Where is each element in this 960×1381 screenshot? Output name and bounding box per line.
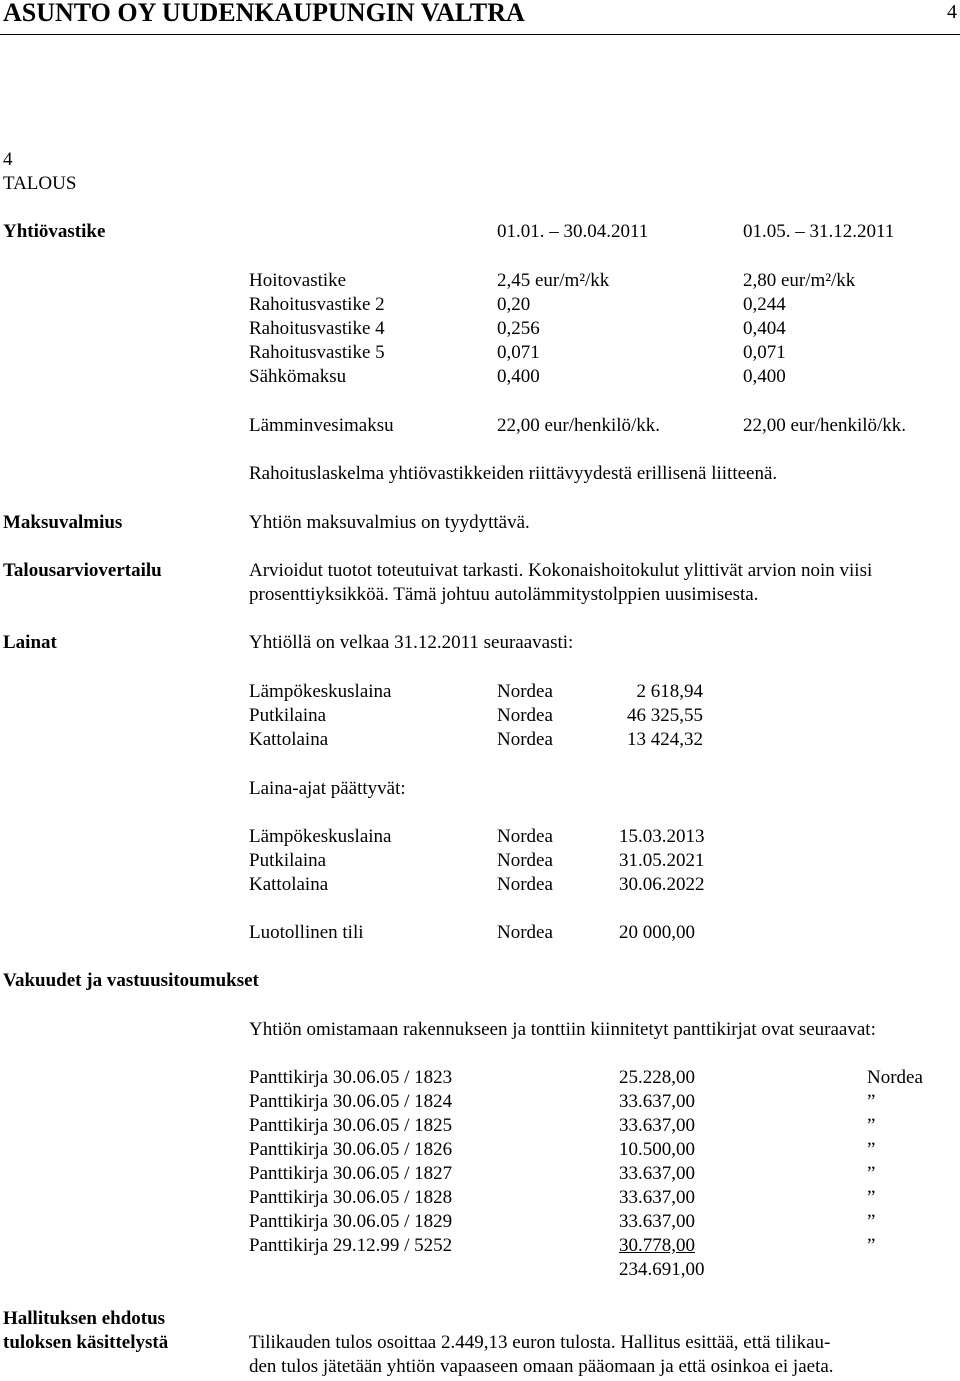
vastike-row-value-2: 0,244 xyxy=(743,294,786,315)
vastike-row-value-2: 0,404 xyxy=(743,318,786,339)
vakuudet-label: Vakuudet ja vastuusitoumukset xyxy=(3,970,259,991)
loan-name: Putkilaina xyxy=(249,705,327,726)
section-title: TALOUS xyxy=(3,173,77,194)
loan-end-name: Lämpökeskuslaina xyxy=(249,826,392,847)
loan-name: Kattolaina xyxy=(249,729,329,750)
vastike-row-value-1: 0,256 xyxy=(497,318,540,339)
lamminvesi-value-2: 22,00 eur/henkilö/kk. xyxy=(743,415,907,436)
loan-end-date: 30.06.2022 xyxy=(619,874,705,895)
loan-bank: Nordea xyxy=(497,729,553,750)
panttikirja-name: Panttikirja 30.06.05 / 1829 xyxy=(249,1211,453,1232)
panttikirja-amount: 33.637,00 xyxy=(619,1091,695,1112)
document-header-title: ASUNTO OY UUDENKAUPUNGIN VALTRA xyxy=(3,0,525,27)
maksuvalmius-label: Maksuvalmius xyxy=(3,512,123,533)
panttikirja-amount: 33.637,00 xyxy=(619,1211,695,1232)
credit-account-bank: Nordea xyxy=(497,922,553,943)
header-rule xyxy=(0,34,960,35)
vastike-row-name: Rahoitusvastike 5 xyxy=(249,342,385,363)
loan-amount: 46 325,55 xyxy=(627,705,703,726)
panttikirja-amount: 33.637,00 xyxy=(619,1187,695,1208)
period-2-header: 01.05. – 31.12.2011 xyxy=(743,221,895,242)
panttikirja-holder: ” xyxy=(867,1211,876,1232)
vastike-row-value-1: 2,45 eur/m²/kk xyxy=(497,270,610,291)
panttikirja-holder: ” xyxy=(867,1163,876,1184)
loan-end-bank: Nordea xyxy=(497,874,553,895)
loan-end-label: Laina-ajat päättyvät: xyxy=(249,778,406,799)
vastike-row-name: Hoitovastike xyxy=(249,270,347,291)
vastike-row-value-2: 0,400 xyxy=(743,366,786,387)
period-1-header: 01.01. – 30.04.2011 xyxy=(497,221,649,242)
hallitus-label-line2: tuloksen käsittelystä xyxy=(3,1332,169,1353)
lainat-label: Lainat xyxy=(3,632,57,653)
panttikirja-name: Panttikirja 30.06.05 / 1825 xyxy=(249,1115,453,1136)
panttikirja-name: Panttikirja 29.12.99 / 5252 xyxy=(249,1235,453,1256)
talousarvio-label: Talousarviovertailu xyxy=(3,560,162,581)
panttikirja-holder: ” xyxy=(867,1187,876,1208)
credit-account-name: Luotollinen tili xyxy=(249,922,364,943)
vakuudet-intro: Yhtiön omistamaan rakennukseen ja tonttiin kiinnitetyt panttikirjat ovat seuraavat: xyxy=(249,1019,876,1040)
lamminvesi-value-1: 22,00 eur/henkilö/kk. xyxy=(497,415,661,436)
loan-end-name: Kattolaina xyxy=(249,874,329,895)
panttikirja-amount: 10.500,00 xyxy=(619,1139,695,1160)
panttikirja-name: Panttikirja 30.06.05 / 1826 xyxy=(249,1139,453,1160)
panttikirja-name: Panttikirja 30.06.05 / 1824 xyxy=(249,1091,453,1112)
loan-end-date: 31.05.2021 xyxy=(619,850,705,871)
vastike-row-value-1: 0,071 xyxy=(497,342,540,363)
loan-bank: Nordea xyxy=(497,681,553,702)
vastike-row-value-2: 2,80 eur/m²/kk xyxy=(743,270,856,291)
vastike-row-name: Rahoitusvastike 4 xyxy=(249,318,385,339)
loan-end-bank: Nordea xyxy=(497,826,553,847)
hallitus-label-line1: Hallituksen ehdotus xyxy=(3,1308,166,1329)
vastike-row-name: Sähkömaksu xyxy=(249,366,347,387)
panttikirja-holder: ” xyxy=(867,1091,876,1112)
vastike-row-value-1: 0,20 xyxy=(497,294,531,315)
maksuvalmius-text: Yhtiön maksuvalmius on tyydyttävä. xyxy=(249,512,530,533)
loan-amount: 13 424,32 xyxy=(627,729,703,750)
panttikirja-amount: 33.637,00 xyxy=(619,1115,695,1136)
panttikirja-amount: 30.778,00 xyxy=(619,1235,695,1256)
page-number: 4 xyxy=(947,1,957,23)
panttikirja-amount: 33.637,00 xyxy=(619,1163,695,1184)
talousarvio-text-line1: Arvioidut tuotot toteutuivat tarkasti. Kokonaishoitokulut ylittivät arvion noin viisi xyxy=(249,560,873,581)
loan-end-bank: Nordea xyxy=(497,850,553,871)
vastike-row-value-1: 0,400 xyxy=(497,366,540,387)
panttikirja-holder: ” xyxy=(867,1139,876,1160)
credit-account-amount: 20 000,00 xyxy=(619,922,695,943)
panttikirja-name: Panttikirja 30.06.05 / 1827 xyxy=(249,1163,453,1184)
panttikirja-holder: Nordea xyxy=(867,1067,923,1088)
panttikirja-name: Panttikirja 30.06.05 / 1823 xyxy=(249,1067,453,1088)
panttikirja-total: 234.691,00 xyxy=(619,1259,705,1280)
loan-name: Lämpökeskuslaina xyxy=(249,681,392,702)
panttikirja-holder: ” xyxy=(867,1235,876,1256)
section-number: 4 xyxy=(3,149,13,170)
lamminvesi-name: Lämminvesimaksu xyxy=(249,415,394,436)
panttikirja-amount: 25.228,00 xyxy=(619,1067,695,1088)
panttikirja-holder: ” xyxy=(867,1115,876,1136)
loan-amount: 2 618,94 xyxy=(636,681,703,702)
vastike-row-value-2: 0,071 xyxy=(743,342,786,363)
lainat-intro: Yhtiöllä on velkaa 31.12.2011 seuraavasti: xyxy=(249,632,574,653)
loan-end-name: Putkilaina xyxy=(249,850,327,871)
vastike-row-name: Rahoitusvastike 2 xyxy=(249,294,385,315)
loan-end-date: 15.03.2013 xyxy=(619,826,705,847)
hallitus-text-line1: Tilikauden tulos osoittaa 2.449,13 euron tulosta. Hallitus esittää, että tilikau- xyxy=(249,1332,831,1353)
yhtiovastike-label: Yhtiövastike xyxy=(3,221,106,242)
hallitus-text-line2: den tulos jätetään yhtiön vapaaseen omaan pääomaan ja että osinkoa ei jaeta. xyxy=(249,1356,834,1377)
talousarvio-text-line2: prosenttiyksikköä. Tämä johtuu autolämmitystolppien uusimisesta. xyxy=(249,584,759,605)
loan-bank: Nordea xyxy=(497,705,553,726)
rahoituslaskelma-note: Rahoituslaskelma yhtiövastikkeiden riittävyydestä erillisenä liitteenä. xyxy=(249,463,778,484)
panttikirja-name: Panttikirja 30.06.05 / 1828 xyxy=(249,1187,453,1208)
